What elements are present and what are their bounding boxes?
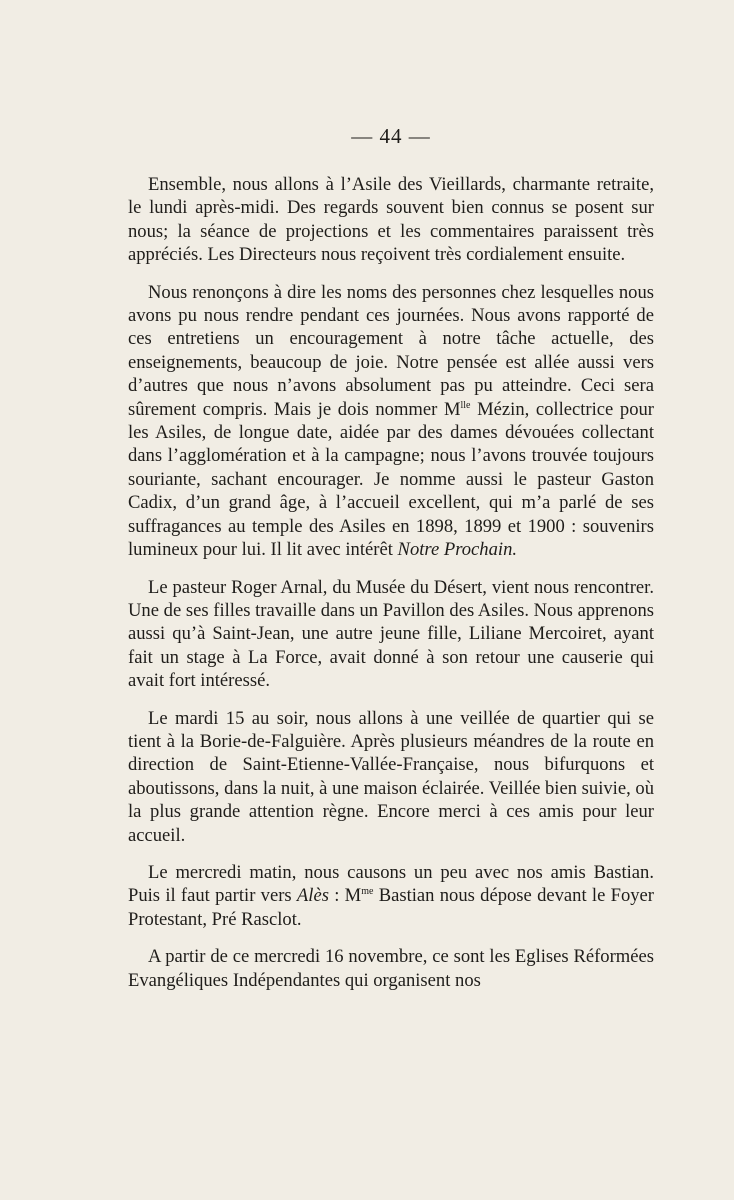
body-text: [128, 173, 654, 992]
paragraph: [128, 576, 654, 693]
superscript-text: lle: [460, 399, 471, 411]
text-run: Mézin, collectrice pour les Asiles, de longue date, aidée par des dames dévouées collectant dans l’agglomération et à la campagne; nous l’avons trouvée toujours souriante, sachant encourager. Je nomme aussi le pasteur Gaston Cadix, d’un grand âge, à l’accueil excellent, qui m’a parlé de ses suffragances au temple des Asiles en 1898, 1899 et 1900 : souvenirs lumineux pour lui. Il lit avec intérêt: [128, 398, 654, 561]
text-run: A partir de ce mercredi 16 novembre, ce sont les Eglises Réformées Evangéliques Indépendantes qui organisent nos: [128, 946, 654, 991]
page-number: — 44 —: [351, 124, 431, 148]
text-run: Nous renonçons à dire les noms des personnes chez lesquelles nous avons pu nous rendre pendant ces journées. Nous avons rapporté de ces entretiens un encouragement à notre tâche actuelle, des enseignements, beaucoup de joie. Notre pensée est allée aussi vers d’autres que nous n’avons absolument pas pu atteindre. Ceci sera sûrement compris. Mais je dois nommer M: [128, 281, 654, 420]
paragraph: [128, 861, 654, 931]
text-run: Le mardi 15 au soir, nous allons à une veillée de quartier qui se tient à la Borie-de-Falguière. Après plusieurs méandres de la route en direction de Saint-Etienne-Vallée-Française, nous bifurquons et aboutissons, dans la nuit, à une maison éclairée. Veillée bien suivie, où la plus grande attention règne. Encore merci à ces amis pour leur accueil.: [128, 707, 654, 846]
text-run: Le mercredi matin, nous causons un peu avec nos amis Bastian. Puis il faut partir vers: [128, 861, 654, 907]
text-run: Bastian nous dépose devant le Foyer Protestant, Pré Rasclot.: [128, 885, 654, 930]
paragraph: [128, 707, 654, 847]
paragraph: [128, 945, 654, 992]
paragraph: [128, 281, 654, 562]
text-run: Ensemble, nous allons à l’Asile des Vieillards, charmante retraite, le lundi après-midi. Des regards souvent bien connus se posent sur nous; la séance de projections et les commentaires paraissent très appréciés. Les Directeurs nous reçoivent très cordialement ensuite.: [128, 174, 654, 266]
text-run: Le pasteur Roger Arnal, du Musée du Désert, vient nous rencontrer. Une de ses filles travaille dans un Pavillon des Asiles. Nous apprenons aussi qu’à Saint-Jean, une autre jeune fille, Liliane Mercoiret, ayant fait un stage à La Force, avait donné à son retour une causerie qui avait fort intéressé.: [128, 576, 654, 692]
superscript-text: me: [361, 886, 374, 898]
italic-text: Notre Prochain.: [397, 539, 518, 561]
text-run: : M: [328, 885, 362, 907]
paragraph: [128, 173, 654, 267]
italic-text: Alès: [296, 885, 329, 907]
